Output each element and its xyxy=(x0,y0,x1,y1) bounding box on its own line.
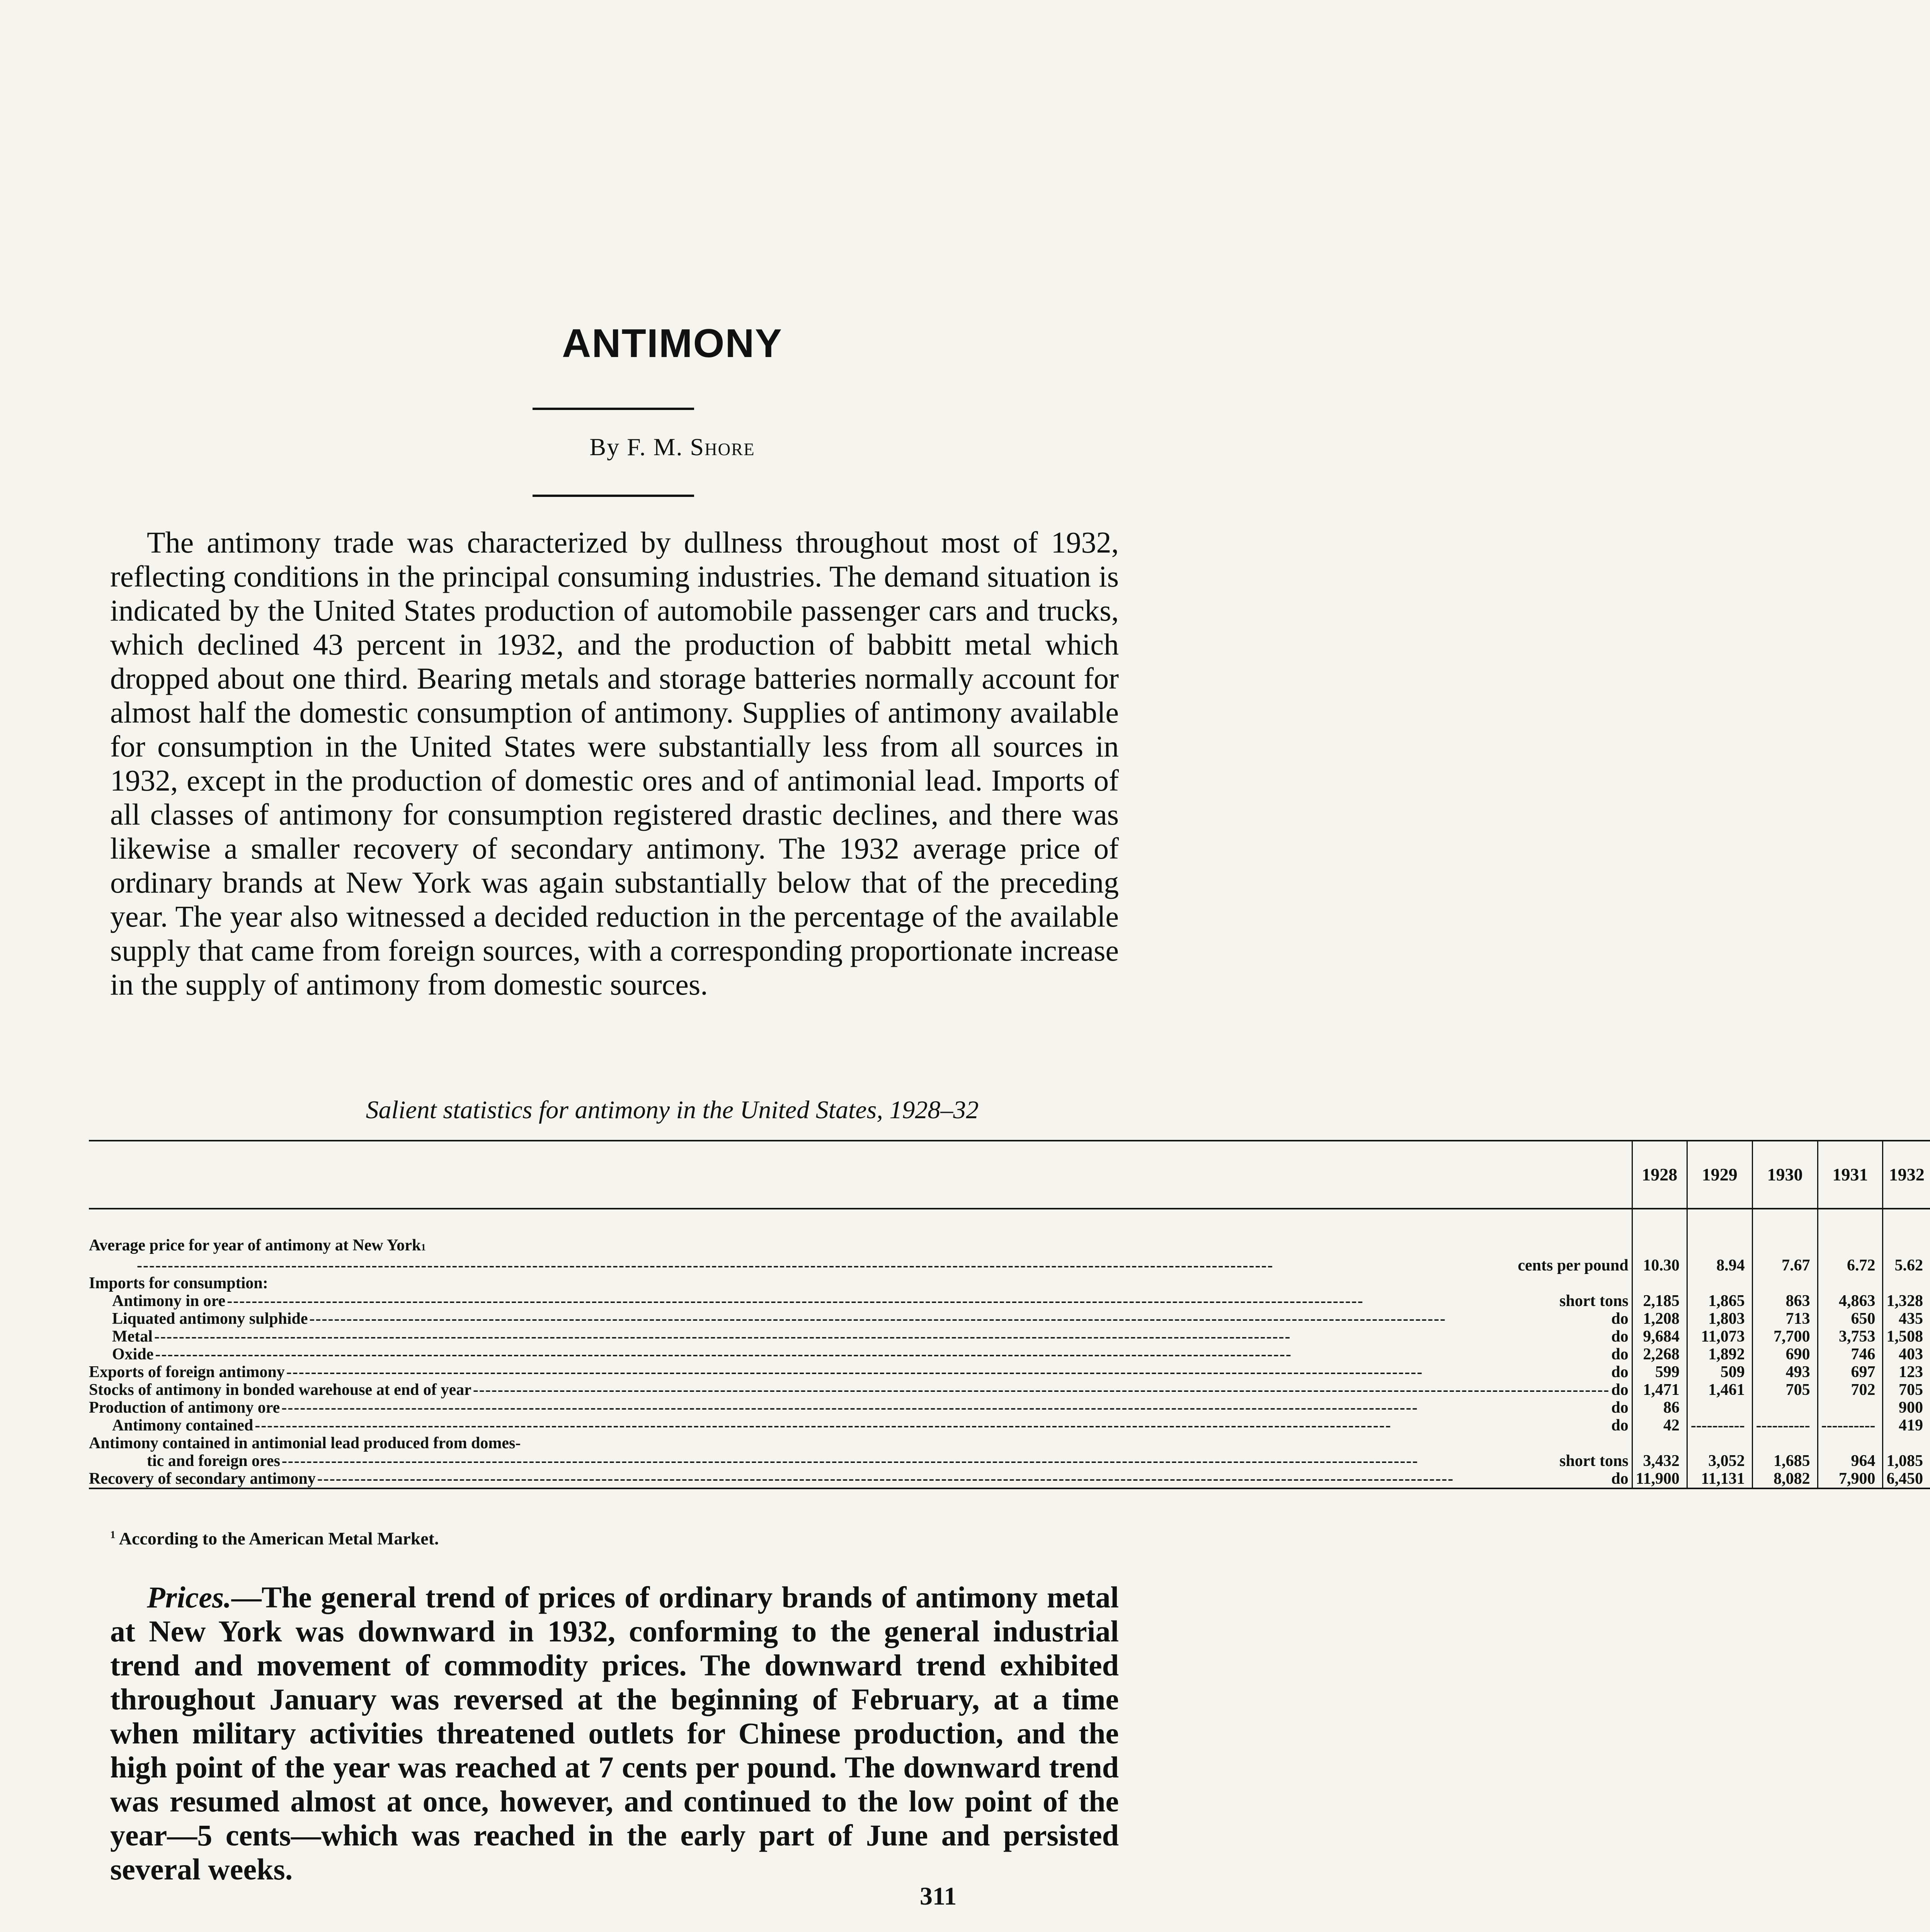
value-cell-1928 xyxy=(1632,1236,1687,1257)
value-cell-1930: 690 xyxy=(1752,1345,1818,1363)
value-cell-1930 xyxy=(1752,1274,1818,1292)
value-cell-1931 xyxy=(1818,1236,1883,1257)
value-cell-1932: 6,450 xyxy=(1883,1470,1930,1488)
table-row xyxy=(89,1236,1930,1257)
prices-lead: Prices. xyxy=(147,1580,231,1614)
value-cell-1930 xyxy=(1752,1399,1818,1417)
value-cell-1931: 746 xyxy=(1818,1345,1883,1363)
row-label: Recovery of secondary antimony xyxy=(89,1470,316,1488)
leader-dots xyxy=(255,1417,1610,1434)
table-row xyxy=(89,1363,1930,1381)
row-unit: do xyxy=(1611,1363,1629,1381)
table-row xyxy=(89,1328,1930,1345)
table-row xyxy=(89,1292,1930,1310)
leader-dots xyxy=(154,1328,1610,1345)
row-label-cell xyxy=(89,1257,1632,1274)
value-cell-1931: 4,863 xyxy=(1818,1292,1883,1310)
row-label-cell xyxy=(89,1236,1632,1257)
value-cell-1931 xyxy=(1818,1274,1883,1292)
value-cell-1929: 1,865 xyxy=(1687,1292,1752,1310)
value-cell-1929 xyxy=(1687,1399,1752,1417)
leader-dots xyxy=(137,1257,1516,1274)
year-header: 1931 xyxy=(1818,1141,1883,1209)
value-cell-1928 xyxy=(1632,1274,1687,1292)
value-cell-1932: 435 xyxy=(1883,1310,1930,1328)
value-cell-1929: 1,892 xyxy=(1687,1345,1752,1363)
row-unit: do xyxy=(1611,1345,1629,1363)
table-header-row xyxy=(89,1141,1930,1209)
stub-header xyxy=(89,1141,1632,1209)
row-unit: cents per pound xyxy=(1518,1257,1629,1274)
value-cell-1930: 7.67 xyxy=(1752,1257,1818,1274)
year-header: 1928 xyxy=(1632,1141,1687,1209)
value-cell-1932: 1,328 xyxy=(1883,1292,1930,1310)
value-cell-1931: 650 xyxy=(1818,1310,1883,1328)
value-cell-1929 xyxy=(1687,1236,1752,1257)
value-cell-1932: 5.62 xyxy=(1883,1257,1930,1274)
value-cell-1931: 964 xyxy=(1818,1452,1883,1470)
page-title: ANTIMONY xyxy=(562,321,783,366)
row-label: Oxide xyxy=(112,1345,154,1363)
value-cell-1932 xyxy=(1883,1274,1930,1292)
value-cell-1929: 1,461 xyxy=(1687,1381,1752,1399)
value-cell-1928: 10.30 xyxy=(1632,1257,1687,1274)
table-row xyxy=(89,1417,1930,1434)
leader-dots xyxy=(155,1345,1610,1363)
row-unit: do xyxy=(1611,1310,1629,1328)
value-cell-1932: 705 xyxy=(1883,1381,1930,1399)
footnote-ref: 1 xyxy=(421,1242,426,1253)
row-label: Production of antimony ore xyxy=(89,1399,280,1417)
value-cell-1932: 403 xyxy=(1883,1345,1930,1363)
footnote-text: According to the American Metal Market. xyxy=(119,1529,439,1548)
page-number: 311 xyxy=(920,1882,957,1910)
row-label-cell xyxy=(89,1399,1632,1417)
value-cell-1929: 11,131 xyxy=(1687,1470,1752,1488)
value-cell-1928: 11,900 xyxy=(1632,1470,1687,1488)
row-label-cell xyxy=(89,1274,1632,1292)
row-label-cell xyxy=(89,1345,1632,1363)
table-row xyxy=(89,1381,1930,1399)
row-label: Imports for consumption: xyxy=(89,1274,268,1292)
row-label-cell xyxy=(89,1381,1632,1399)
value-cell-1930: 7,700 xyxy=(1752,1328,1818,1345)
year-header: 1929 xyxy=(1687,1141,1752,1209)
row-label-cell xyxy=(89,1434,1632,1452)
byline-author: Shore xyxy=(690,433,755,461)
value-cell-1931: 7,900 xyxy=(1818,1470,1883,1488)
value-cell-1931 xyxy=(1818,1399,1883,1417)
row-label: tic and foreign ores xyxy=(147,1452,280,1470)
row-unit: do xyxy=(1611,1328,1629,1345)
value-cell-1928: 2,185 xyxy=(1632,1292,1687,1310)
value-cell-1929: 3,052 xyxy=(1687,1452,1752,1470)
value-cell-1929: ---------- xyxy=(1687,1417,1752,1434)
row-label: Metal xyxy=(112,1328,153,1345)
row-label-cell xyxy=(89,1328,1632,1345)
table-row xyxy=(89,1470,1930,1488)
byline xyxy=(0,433,1345,461)
value-cell-1932: 419 xyxy=(1883,1417,1930,1434)
row-unit: short tons xyxy=(1559,1292,1629,1310)
table-row xyxy=(89,1399,1930,1417)
table-row xyxy=(89,1310,1930,1328)
table-row xyxy=(89,1434,1930,1452)
row-label-cell xyxy=(89,1452,1632,1470)
row-label: Average price for year of antimony at New York xyxy=(89,1236,421,1254)
row-unit: do xyxy=(1611,1470,1629,1488)
table-row xyxy=(89,1452,1930,1470)
value-cell-1929 xyxy=(1687,1274,1752,1292)
row-label: Exports of foreign antimony xyxy=(89,1363,285,1381)
table-footnote xyxy=(110,1528,439,1549)
value-cell-1930: 1,685 xyxy=(1752,1452,1818,1470)
row-unit: do xyxy=(1611,1417,1629,1434)
value-cell-1929: 11,073 xyxy=(1687,1328,1752,1345)
value-cell-1928 xyxy=(1632,1434,1687,1452)
row-label: Antimony contained xyxy=(112,1417,254,1434)
value-cell-1930 xyxy=(1752,1434,1818,1452)
row-label: Antimony in ore xyxy=(112,1292,226,1310)
row-label-cell xyxy=(89,1470,1632,1488)
value-cell-1931: 702 xyxy=(1818,1381,1883,1399)
row-label: Antimony contained in antimonial lead produced from domes- xyxy=(89,1434,521,1452)
byline-prefix: By F. M. xyxy=(589,433,683,461)
value-cell-1928: 86 xyxy=(1632,1399,1687,1417)
row-label: Stocks of antimony in bonded warehouse at end of year xyxy=(89,1381,471,1399)
value-cell-1930: 713 xyxy=(1752,1310,1818,1328)
leader-dots xyxy=(317,1470,1610,1488)
intro-paragraph: The antimony trade was characterized by dullness throughout most of 1932, reflecting conditions in the principal consuming industries. The demand situation is indicated by the United States production of automobile passenger cars and trucks, which declined 43 percent in 1932, and the production of babbitt metal which dropped about one third. Bearing metals and storage batteries normally account for almost half the domestic consumption of antimony. Supplies of antimony available for consumption in the United States were substantially less from all sources in 1932, except in the production of domestic ores and of antimonial lead. Imports of all classes of antimony for consumption registered drastic declines, and there was likewise a smaller recovery of secondary antimony. The 1932 average price of ordinary brands at New York was again substantially below that of the preceding year. The year also witnessed a decided reduction in the percentage of the available supply that came from foreign sources, with a corresponding proportionate increase in the supply of antimony from domestic sources. xyxy=(110,526,1119,1001)
value-cell-1932: 1,085 xyxy=(1883,1452,1930,1470)
year-header: 1932 xyxy=(1883,1141,1930,1209)
row-unit: do xyxy=(1611,1381,1629,1399)
value-cell-1932 xyxy=(1883,1236,1930,1257)
value-cell-1931: 3,753 xyxy=(1818,1328,1883,1345)
leader-dots xyxy=(227,1292,1558,1310)
value-cell-1932: 900 xyxy=(1883,1399,1930,1417)
leader-dots xyxy=(473,1381,1610,1399)
value-cell-1928: 1,471 xyxy=(1632,1381,1687,1399)
table-row xyxy=(89,1257,1930,1274)
value-cell-1928: 3,432 xyxy=(1632,1452,1687,1470)
prices-text: —The general trend of prices of ordinary brands of antimony metal at New York was downward in 1932, conforming to the general industrial trend and movement of commodity prices. The downward trend exhibited throughout January was reversed at the beginning of February, at a time when military activities threatened outlets for Chinese production, and the high point of the year was reached at 7 cents per pound. The downward trend was resumed almost at once, however, and continued to the low point of the year—5 cents—which was reached in the early part of June and persisted several weeks. xyxy=(110,1580,1119,1886)
value-cell-1930 xyxy=(1752,1236,1818,1257)
value-cell-1930: 493 xyxy=(1752,1363,1818,1381)
row-label-cell xyxy=(89,1292,1632,1310)
value-cell-1932: 123 xyxy=(1883,1363,1930,1381)
table-row xyxy=(89,1274,1930,1292)
value-cell-1930: ---------- xyxy=(1752,1417,1818,1434)
value-cell-1931: ---------- xyxy=(1818,1417,1883,1434)
value-cell-1928: 1,208 xyxy=(1632,1310,1687,1328)
value-cell-1928: 2,268 xyxy=(1632,1345,1687,1363)
row-label-cell xyxy=(89,1310,1632,1328)
value-cell-1929: 8.94 xyxy=(1687,1257,1752,1274)
leader-dots xyxy=(282,1452,1558,1470)
value-cell-1929 xyxy=(1687,1434,1752,1452)
value-cell-1931: 697 xyxy=(1818,1363,1883,1381)
leader-dots xyxy=(281,1399,1610,1417)
row-unit: short tons xyxy=(1559,1452,1629,1470)
salient-statistics-table xyxy=(89,1140,1925,1489)
table-spacer-row xyxy=(89,1209,1930,1236)
leader-dots xyxy=(310,1310,1610,1328)
value-cell-1931: 6.72 xyxy=(1818,1257,1883,1274)
value-cell-1929: 1,803 xyxy=(1687,1310,1752,1328)
leader-dots xyxy=(286,1363,1610,1381)
title-rule-bottom xyxy=(533,495,694,497)
row-label-cell xyxy=(89,1417,1632,1434)
value-cell-1928: 9,684 xyxy=(1632,1328,1687,1345)
value-cell-1929: 509 xyxy=(1687,1363,1752,1381)
table-caption: Salient statistics for antimony in the United States, 1928–32 xyxy=(366,1096,979,1124)
row-unit: do xyxy=(1611,1399,1629,1417)
value-cell-1930: 705 xyxy=(1752,1381,1818,1399)
value-cell-1928: 42 xyxy=(1632,1417,1687,1434)
table-row xyxy=(89,1345,1930,1363)
title-rule-top xyxy=(533,408,694,410)
value-cell-1930: 863 xyxy=(1752,1292,1818,1310)
prices-paragraph xyxy=(110,1580,1119,1886)
row-label-cell xyxy=(89,1363,1632,1381)
value-cell-1932: 1,508 xyxy=(1883,1328,1930,1345)
value-cell-1928: 599 xyxy=(1632,1363,1687,1381)
value-cell-1930: 8,082 xyxy=(1752,1470,1818,1488)
row-label: Liquated antimony sulphide xyxy=(112,1310,308,1328)
footnote-mark: 1 xyxy=(110,1528,116,1541)
value-cell-1932 xyxy=(1883,1434,1930,1452)
value-cell-1931 xyxy=(1818,1434,1883,1452)
year-header: 1930 xyxy=(1752,1141,1818,1209)
